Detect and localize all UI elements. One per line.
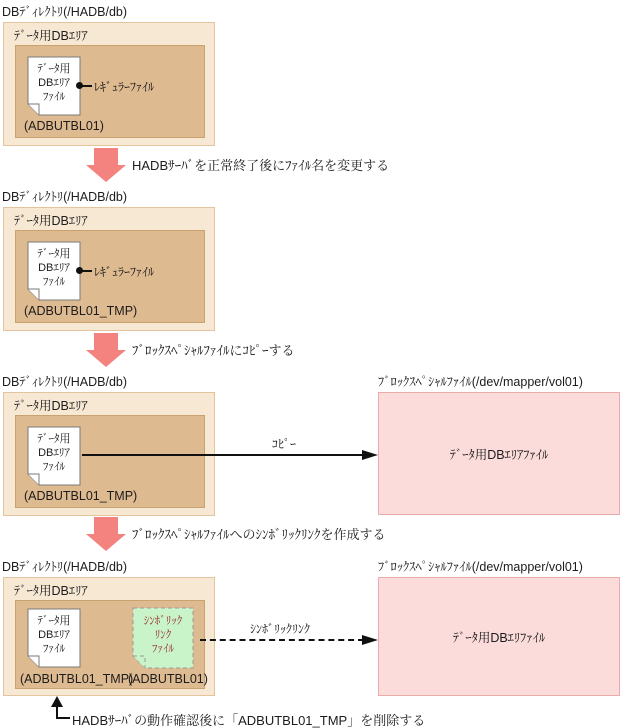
db-area-file-icon (27, 241, 81, 301)
symlink-arrow-head-icon (362, 635, 378, 645)
step3-down-arrow-icon (86, 517, 126, 551)
symlink-arrow-line (200, 639, 364, 641)
step3-block-file-label: ﾃﾞｰﾀ用DBｴﾘｱﾌｧｲﾙ (449, 447, 549, 462)
symlink-file-label: ｼﾝﾎﾞﾘｯｸ ﾘﾝｸ ﾌｧｲﾙ (143, 615, 183, 655)
step3-block-special-file-box (378, 392, 620, 515)
copy-arrow-line (82, 454, 364, 456)
step2-down-arrow-icon (86, 333, 126, 367)
step4-block-file-label: ﾃﾞｰﾀ用DBｴﾘﾌｧｲﾙ (452, 630, 546, 645)
file-label: ﾃﾞｰﾀ用 DBｴﾘｱ ﾌｧｲﾙ (37, 63, 71, 103)
step4-area-label: ﾃﾞｰﾀ用DBｴﾘｱ (14, 584, 88, 598)
step4-directory-label: DBﾃﾞｨﾚｸﾄﾘ(/HADB/db) (2, 560, 128, 574)
step4-block-special-file-label: ﾌﾞﾛｯｸｽﾍﾟｼｬﾙﾌｧｲﾙ(/dev/mapper/vol01) (378, 560, 583, 574)
symlink-file-icon (132, 607, 194, 669)
db-area-file-icon (27, 56, 81, 116)
symlink-arrow-label: ｼﾝﾎﾞﾘｯｸﾘﾝｸ (250, 622, 311, 636)
step2-area-label: ﾃﾞｰﾀ用DBｴﾘｱ (14, 214, 88, 228)
step2-action-label: ﾌﾞﾛｯｸｽﾍﾟｼｬﾙﾌｧｲﾙにｺﾋﾟｰする (132, 343, 295, 358)
step3-block-special-file-label: ﾌﾞﾛｯｸｽﾍﾟｼｬﾙﾌｧｲﾙ(/dev/mapper/vol01) (378, 375, 583, 389)
db-area-file-icon (27, 608, 81, 668)
file-label: ﾃﾞｰﾀ用 DBｴﾘｱ ﾌｧｲﾙ (37, 248, 71, 288)
connector-line (82, 270, 92, 272)
step4-symlink-name: (ADBUTBL01) (128, 672, 208, 686)
step2-file-name: (ADBUTBL01_TMP) (24, 304, 138, 318)
connector-line (82, 85, 92, 87)
step1-directory-label: DBﾃﾞｨﾚｸﾄﾘ(/HADB/db) (2, 5, 128, 19)
step3-directory-label: DBﾃﾞｨﾚｸﾄﾘ(/HADB/db) (2, 375, 128, 389)
copy-arrow-head-icon (362, 450, 378, 460)
step1-down-arrow-icon (86, 148, 126, 182)
step2-directory-label: DBﾃﾞｨﾚｸﾄﾘ(/HADB/db) (2, 190, 128, 204)
step1-action-label: HADBｻｰﾊﾞを正常終了後にﾌｧｲﾙ名を変更する (132, 158, 390, 173)
regular-file-label: ﾚｷﾞｭﾗｰﾌｧｲﾙ (94, 80, 155, 94)
step4-file-name: (ADBUTBL01_TMP) (20, 672, 134, 686)
file-label: ﾃﾞｰﾀ用 DBｴﾘｱ ﾌｧｲﾙ (37, 615, 71, 655)
db-area-file-icon (27, 426, 81, 486)
step3-action-label: ﾌﾞﾛｯｸｽﾍﾟｼｬﾙﾌｧｲﾙへのｼﾝﾎﾞﾘｯｸﾘﾝｸを作成する (132, 527, 386, 542)
step1-area-label: ﾃﾞｰﾀ用DBｴﾘｱ (14, 29, 88, 43)
step3-area-label: ﾃﾞｰﾀ用DBｴﾘｱ (14, 399, 88, 413)
regular-file-label: ﾚｷﾞｭﾗｰﾌｧｲﾙ (94, 265, 155, 279)
step1-file-name: (ADBUTBL01) (24, 119, 104, 133)
note-pointer-hline (56, 717, 70, 719)
file-label: ﾃﾞｰﾀ用 DBｴﾘｱ ﾌｧｲﾙ (37, 433, 71, 473)
step4-block-special-file-box (378, 577, 620, 696)
step3-file-name: (ADBUTBL01_TMP) (24, 489, 138, 503)
copy-label: ｺﾋﾟｰ (272, 437, 297, 451)
step4-note-label: HADBｻｰﾊﾞの動作確認後に「ADBUTBL01_TMP」を削除する (72, 713, 426, 728)
